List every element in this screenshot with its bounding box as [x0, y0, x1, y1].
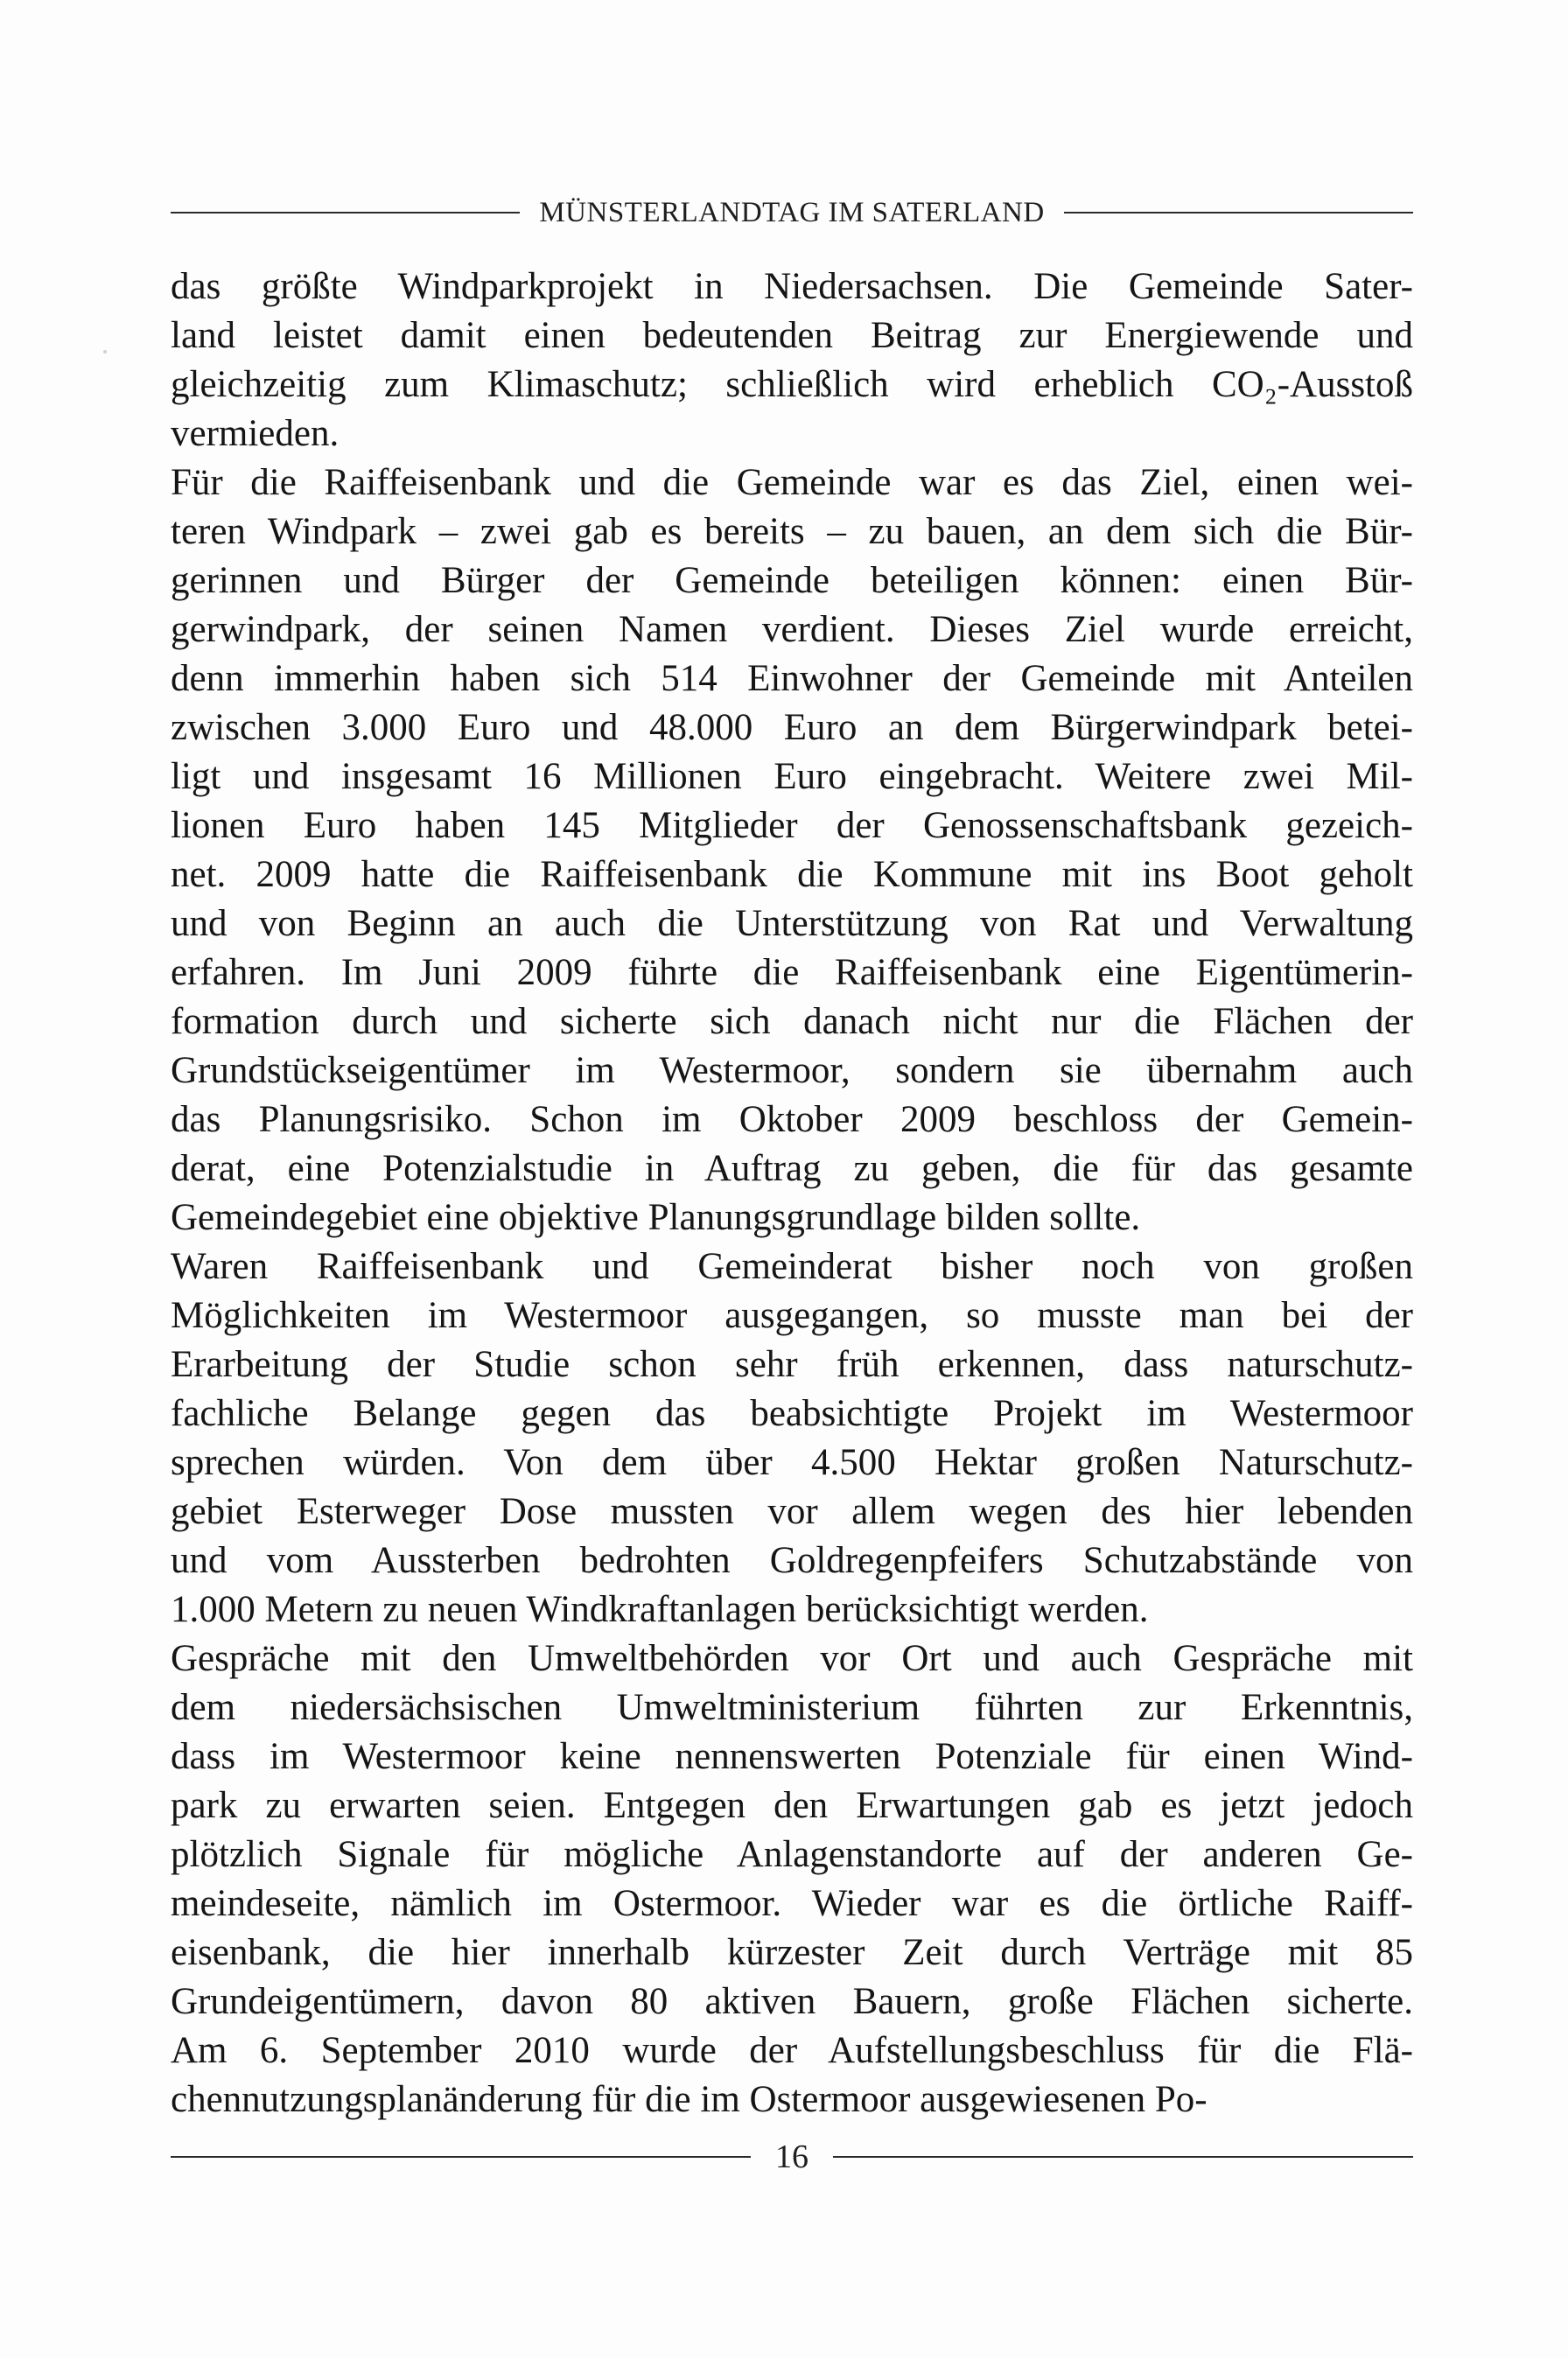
text-line: vermieden.	[171, 413, 340, 454]
text-line: dass im Westermoor keine nennenswerten Potenziale für einen Wind-	[171, 1736, 1413, 1777]
text-line: fachliche Belange gegen das beabsichtigte Projekt im Westermoor	[171, 1393, 1413, 1434]
text-line: net. 2009 hatte die Raiffeisenbank die Kommune mit ins Boot geholt	[171, 854, 1413, 895]
text-line: derat, eine Potenzialstudie in Auftrag zu geben, die für das gesamte	[171, 1148, 1413, 1189]
text-line: dem niedersächsischen Umweltministerium führten zur Erkenntnis,	[171, 1687, 1413, 1728]
text-line: Am 6. September 2010 wurde der Aufstellungsbeschluss für die Flä-	[171, 2030, 1413, 2071]
text-line: gebiet Esterweger Dose mussten vor allem wegen des hier lebenden	[171, 1491, 1413, 1532]
text-line: eisenbank, die hier innerhalb kürzester Zeit durch Verträge mit 85	[171, 1932, 1413, 1973]
text-line: land leistet damit einen bedeutenden Beitrag zur Energiewende und	[171, 315, 1413, 356]
text-line: ligt und insgesamt 16 Millionen Euro eingebracht. Weitere zwei Mil-	[171, 756, 1413, 797]
text-line: denn immerhin haben sich 514 Einwohner der Gemeinde mit Anteilen	[171, 658, 1413, 699]
paragraph	[171, 262, 1413, 458]
text-line: gerinnen und Bürger der Gemeinde beteiligen können: einen Bür-	[171, 560, 1413, 601]
text-line: Gespräche mit den Umweltbehörden vor Ort und auch Gespräche mit	[171, 1638, 1413, 1679]
text-line: meindeseite, nämlich im Ostermoor. Wieder war es die örtliche Raiff-	[171, 1883, 1413, 1924]
running-header	[171, 191, 1413, 234]
text-line: teren Windpark – zwei gab es bereits – zu bauen, an dem sich die Bür-	[171, 511, 1413, 552]
text-line: 1.000 Metern zu neuen Windkraftanlagen berücksichtigt werden.	[171, 1589, 1149, 1630]
text-line: Erarbeitung der Studie schon sehr früh erkennen, dass naturschutz-	[171, 1344, 1413, 1385]
page-footer	[171, 2135, 1413, 2179]
header-rule-right	[1064, 212, 1413, 214]
text-line: park zu erwarten seien. Entgegen den Erwartungen gab es jetzt jedoch	[171, 1785, 1413, 1826]
paragraph	[171, 458, 1413, 1242]
text-line: Grundeigentümern, davon 80 aktiven Bauern, große Flächen sicherte.	[171, 1981, 1413, 2022]
footer-rule-left	[171, 2156, 751, 2158]
header-rule-left	[171, 212, 520, 214]
text-line: plötzlich Signale für mögliche Anlagenstandorte auf der anderen Ge-	[171, 1834, 1413, 1875]
text-line: gerwindpark, der seinen Namen verdient. Dieses Ziel wurde erreicht,	[171, 609, 1413, 650]
text-line: das größte Windparkprojekt in Niedersachsen. Die Gemeinde Sater-	[171, 266, 1413, 307]
text-line: das Planungsrisiko. Schon im Oktober 2009 beschloss der Gemein-	[171, 1099, 1413, 1140]
text-line: formation durch und sicherte sich danach nicht nur die Flächen der	[171, 1001, 1413, 1042]
text-line: gleichzeitig zum Klimaschutz; schließlich wird erheblich CO₂-Ausstoß	[171, 364, 1413, 405]
text-line: zwischen 3.000 Euro und 48.000 Euro an dem Bürgerwindpark betei-	[171, 707, 1413, 748]
page-number: 16	[775, 2138, 808, 2175]
text-line: Für die Raiffeisenbank und die Gemeinde war es das Ziel, einen wei-	[171, 462, 1413, 503]
body-text	[171, 262, 1413, 2124]
text-line: Möglichkeiten im Westermoor ausgegangen, so musste man bei der	[171, 1295, 1413, 1336]
text-line: und von Beginn an auch die Unterstützung von Rat und Verwaltung	[171, 903, 1413, 944]
text-line: erfahren. Im Juni 2009 führte die Raiffeisenbank eine Eigentümerin-	[171, 952, 1413, 993]
paragraph	[171, 1634, 1413, 2124]
text-line: chennutzungsplanänderung für die im Ostermoor ausgewiesenen Po-	[171, 2079, 1208, 2120]
text-line: Waren Raiffeisenbank und Gemeinderat bisher noch von großen	[171, 1246, 1413, 1287]
text-line: Gemeindegebiet eine objektive Planungsgrundlage bilden sollte.	[171, 1197, 1141, 1238]
text-line: lionen Euro haben 145 Mitglieder der Genossenschaftsbank gezeich-	[171, 805, 1413, 846]
footer-rule-right	[833, 2156, 1413, 2158]
text-line: sprechen würden. Von dem über 4.500 Hektar großen Naturschutz-	[171, 1442, 1413, 1483]
page-speck	[103, 350, 107, 354]
paragraph	[171, 1242, 1413, 1634]
text-line: Grundstückseigentümer im Westermoor, sondern sie übernahm auch	[171, 1050, 1413, 1091]
running-header-title: MÜNSTERLANDTAG IM SATERLAND	[539, 196, 1045, 228]
text-line: und vom Aussterben bedrohten Goldregenpfeifers Schutzabstände von	[171, 1540, 1413, 1581]
